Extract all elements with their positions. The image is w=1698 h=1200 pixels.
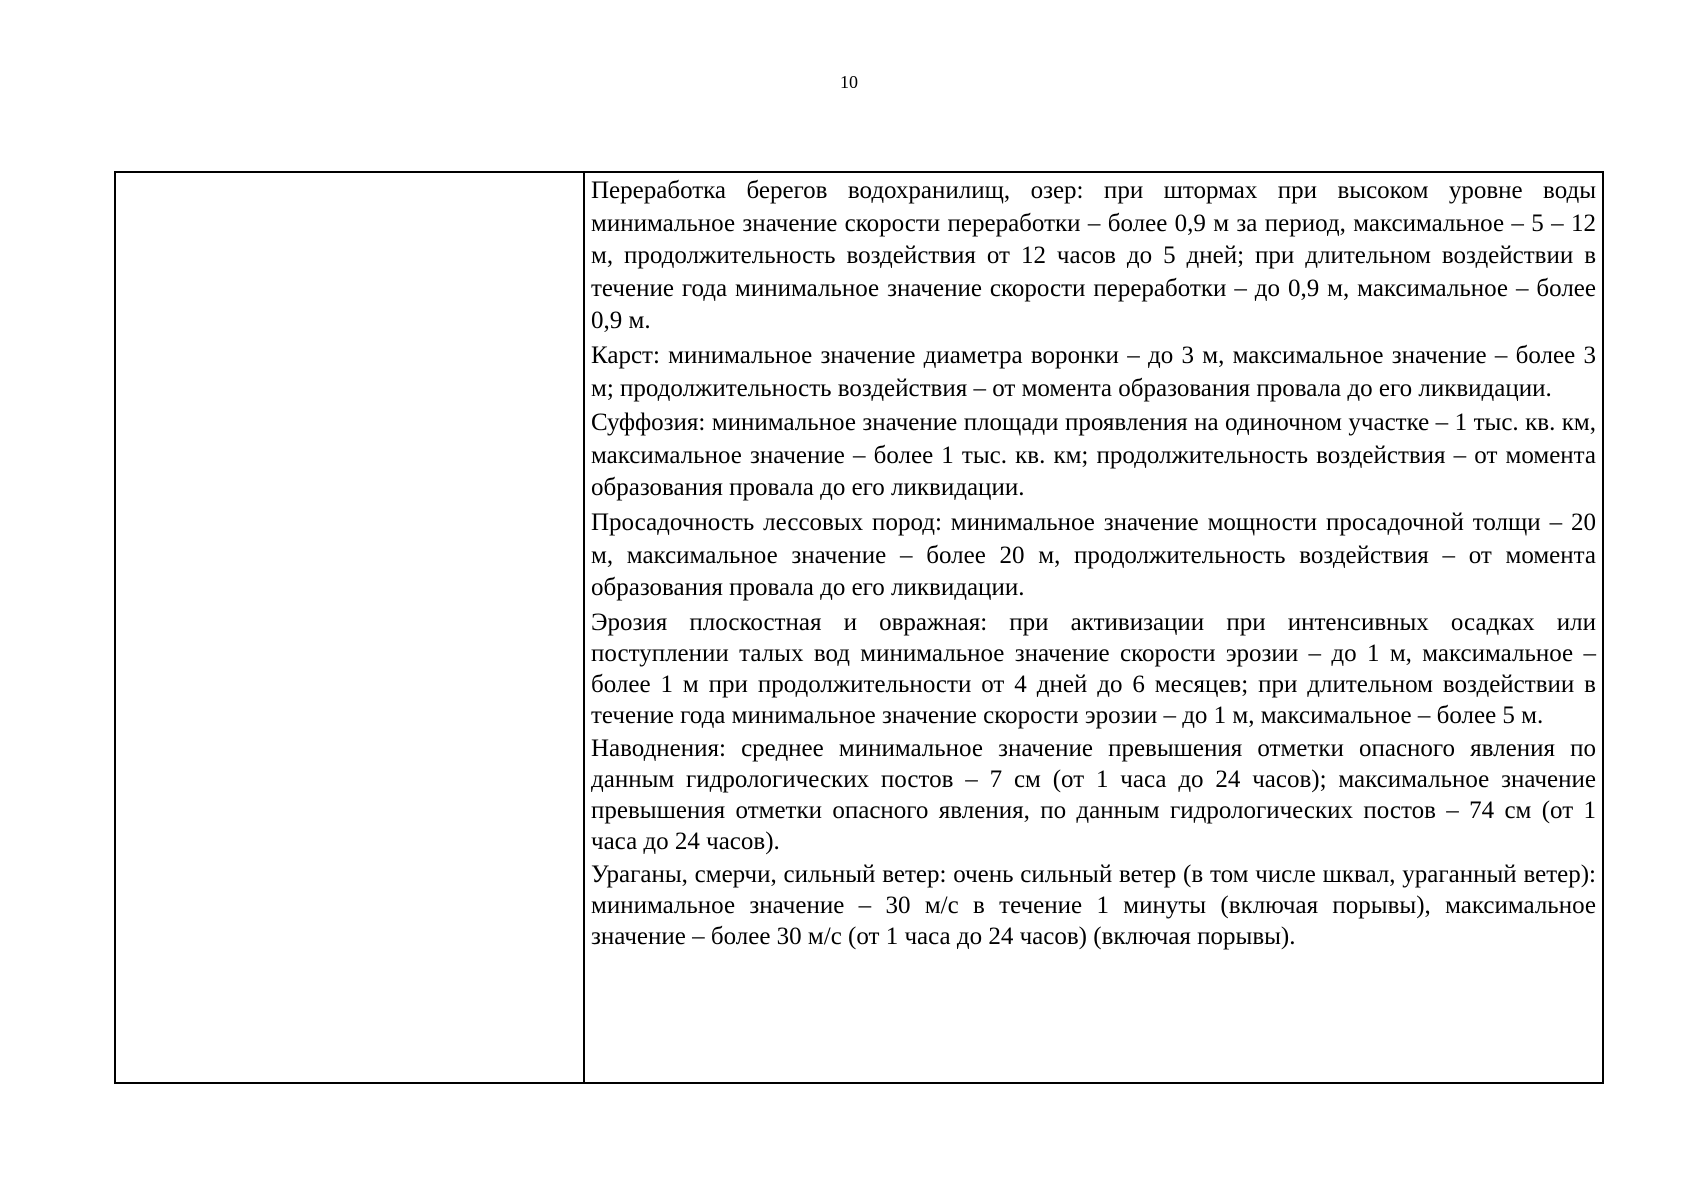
paragraph-karst: Карст: минимальное значение диаметра воронки – до 3 м, максимальное значение – более 3 м; продолжительность воздействия – от момента образования провала до его ликвидации.: [591, 341, 1596, 402]
paragraph-erosion: Эрозия плоскостная и овражная: при активизации при интенсивных осадках или поступлении талых вод минимальное значение скорости эрозии – до 1 м, максимальное – более 1 м при продолжительности от 4 дней до 6 месяцев; при длительном воздействии в течение года минимальное значение скорости эрозии – до 1 м, максимальное – более 5 м.: [591, 608, 1596, 729]
page-number: 10: [840, 72, 858, 92]
paragraph-hurricanes: Ураганы, смерчи, сильный ветер: очень сильный ветер (в том числе шквал, ураганный ветер): минимальное значение – 30 м/с в течение 1 минуты (включая порывы), максимальное значение – более 30 м/с (от 1 часа до 24 часов) (включая порывы).: [591, 860, 1596, 950]
paragraph-suffosion: Суффозия: минимальное значение площади проявления на одиночном участке – 1 тыс. кв. км, максимальное значение – более 1 тыс. кв. км; продолжительность воздействия – от момента образования провала до его ликвидации.: [591, 409, 1596, 502]
table-row: [115, 172, 1603, 1083]
table-cell-description: [584, 172, 1603, 1083]
paragraph-floods: Наводнения: среднее минимальное значение превышения отметки опасного явления по данным гидрологических постов – 7 см (от 1 часа до 24 часов); максимальное значение превышения отметки опасного явления, по данным гидрологических постов – 74 см (от 1 часа до 24 часов).: [591, 734, 1596, 855]
paragraph-shore-erosion: Переработка берегов водохранилищ, озер: при штормах при высоком уровне воды минимальное значение скорости переработки – более 0,9 м за период, максимальное – 5 – 12 м, продолжительность воздействия от 12 часов до 5 дней; при длительном воздействии в течение года минимальное значение скорости переработки – до 0,9 м, максимальное – более 0,9 м.: [591, 177, 1596, 335]
hazard-table: [114, 171, 1604, 1084]
table-cell-empty: [115, 172, 584, 1083]
paragraph-loess-subsidence: Просадочность лессовых пород: минимальное значение мощности просадочной толщи – 20 м, максимальное значение – более 20 м, продолжительность воздействия – от момента образования провала до его ликвидации.: [591, 508, 1596, 602]
